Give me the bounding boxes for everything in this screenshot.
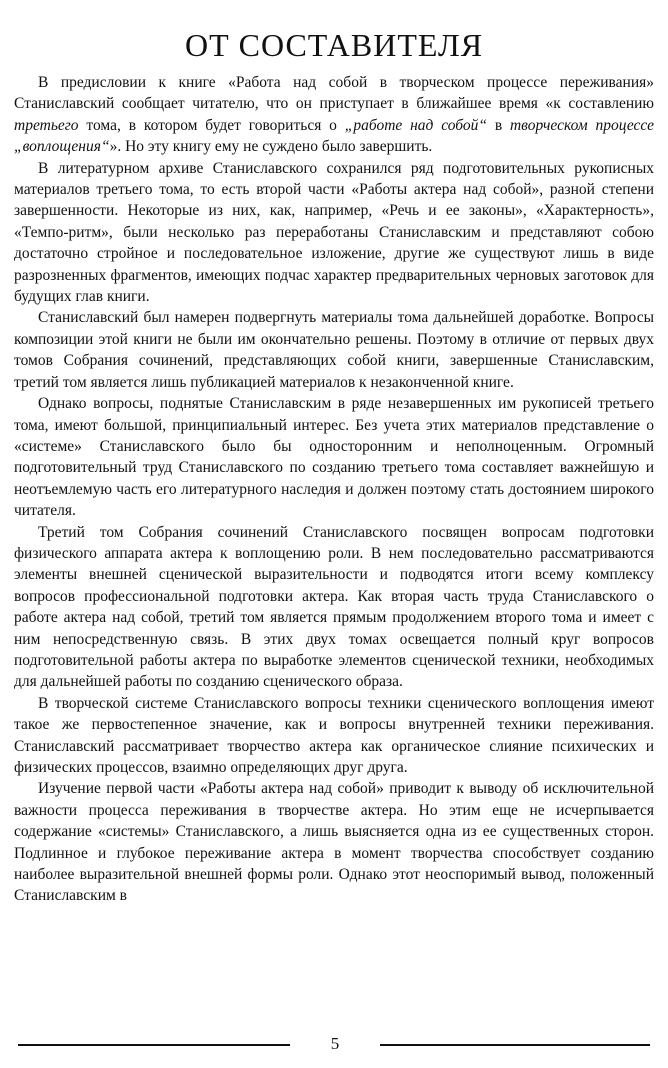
paragraph: [14, 158, 654, 308]
text-run: В предисловии к книге «Работа над собой в творческом процессе переживания» Станиславский сообщает читателю, что он приступает в ближайшее время «к составлению: [14, 74, 654, 113]
text-run: В творческой системе Станиславского вопросы техники сценического воплощения имеют такое же первостепенное значение, как и вопросы внутренней техники переживания. Станиславский рассматривает творчество актера как органическое слияние психических и физических процессов, взаимно определяющих друг друга.: [14, 694, 654, 776]
italic-text: „работе над собой“: [344, 116, 487, 134]
text-run: В литературном архиве Станиславского сохранился ряд подготовительных рукописных материалов третьего тома, то есть второй части «Работы актера над собой», разной степени завершенности. Некоторые из них, как, например, «Речь и ее законы», «Характерность», «Темпо-ритм», были несколько раз переработаны Станиславским и представляют собою достаточно стройное и последовательное изложение, другие же существуют лишь в виде разрозненных фрагментов, имеющих подчас характер предварительных черновых заготовок для будущих глав книги.: [14, 159, 654, 306]
italic-text: третьего: [14, 116, 79, 134]
page-number: 5: [330, 1034, 340, 1053]
paragraph: [14, 522, 654, 693]
text-run: Станиславский был намерен подвергнуть материалы тома дальнейшей доработке. Вопросы композиции этой книги не были им окончательно решены. Поэтому в отличие от первых двух томов Собрания сочинений, представляющих собой книги, завершенные Станиславским, третий том является лишь публикацией материалов к незаконченной книге.: [14, 309, 654, 391]
text-run: ». Но эту книгу ему не суждено было завершить.: [109, 138, 433, 156]
page-title: ОТ СОСТАВИТЕЛЯ: [184, 27, 484, 64]
body-text: [14, 72, 654, 907]
paragraph: [14, 693, 654, 779]
paragraph: [14, 307, 654, 393]
paragraph: [14, 72, 654, 158]
paragraph: [14, 393, 654, 521]
text-run: тома, в котором будет говориться о: [78, 116, 345, 134]
paragraph: [14, 778, 654, 906]
text-run: Третий том Собрания сочинений Станиславского посвящен вопросам подготовки физического аппарата актера к воплощению роли. В нем последовательно рассматриваются элементы внешней сценической выразительности и подводятся итоги всему комплексу вопросов профессиональной подготовки актера. Как вторая часть труда Станиславского о работе актера над собой, третий том является прямым продолжением второго тома и имеет с ним непосредственную связь. В этих двух томах освещается полный круг вопросов подготовительной работы актера по выработке элементов сценической техники, необходимых для дальнейшей работы по созданию сценического образа.: [14, 523, 654, 691]
italic-text: творческом процессе „воплощения“: [14, 116, 654, 156]
text-run: Однако вопросы, поднятые Станиславским в ряде незавершенных им рукописей третьего тома, имеют большой, принципиальный интерес. Без учета этих материалов представление о «системе» Станиславского было бы односторонним и неполноценным. Огромный подготовительный труд Станиславского по созданию третьего тома составляет важнейшую и неотъемлемую часть его литературного наследия и должен поэтому стать достоянием широкого читателя.: [14, 395, 654, 520]
text-run: в: [486, 116, 510, 134]
text-run: Изучение первой части «Работы актера над собой» приводит к выводу об исключительной важности процесса переживания в творчестве актера. Но этим еще не исчерпывается содержание «системы» Станиславского, а лишь выясняется одна из ее существенных сторон. Подлинное и глубокое переживание актера в момент творчества способствует созданию наиболее выразительной внешней формы роли. Однако этот неоспоримый вывод, положенный Станиславским в: [14, 780, 654, 905]
footer-rule-left: [18, 1044, 290, 1046]
footer-rule-right: [380, 1044, 650, 1046]
